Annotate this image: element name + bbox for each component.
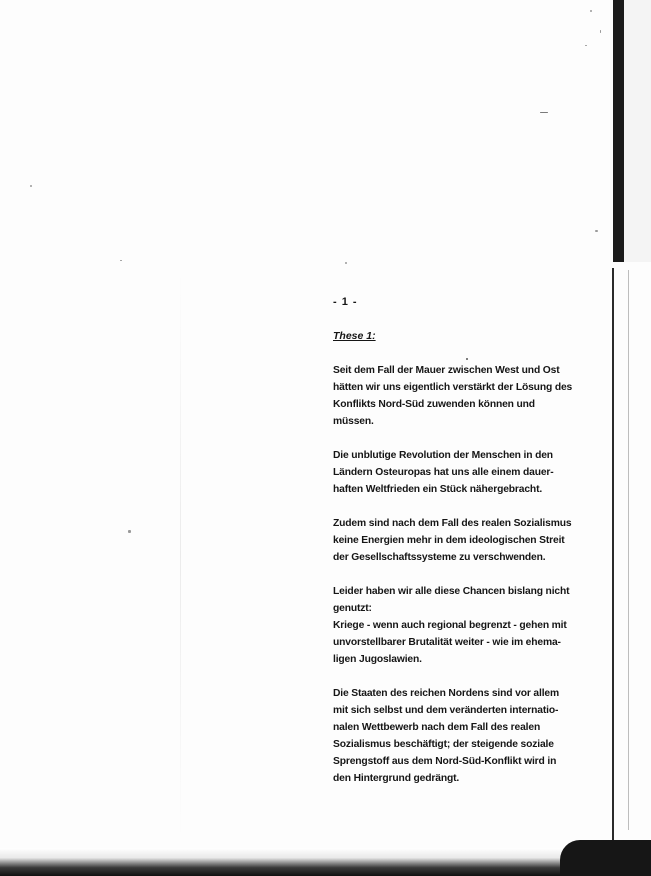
page-fold-shadow <box>180 270 181 840</box>
scan-speck <box>466 358 468 360</box>
text-line: Leider haben wir alle diese Chancen bislang nicht <box>333 586 570 597</box>
paragraph-4 <box>333 583 613 668</box>
paragraph-5 <box>333 685 613 787</box>
scan-edge-line-faint <box>628 270 629 830</box>
text-line: Konflikts Nord-Süd zuwenden können und <box>333 399 535 410</box>
text-line: keine Energien mehr in dem ideologischen Streit <box>333 535 565 546</box>
text-line: nalen Wettbewerb nach dem Fall des realen <box>333 722 541 733</box>
text-line: mit sich selbst und dem veränderten internatio- <box>333 705 559 716</box>
scan-speck <box>595 230 598 232</box>
paragraph-1 <box>333 362 613 430</box>
scan-speck <box>30 185 32 187</box>
text-line: Die Staaten des reichen Nordens sind vor allem <box>333 688 560 699</box>
text-line: Sozialismus beschäftigt; der steigende soziale <box>333 739 554 750</box>
text-line: unvorstellbarer Brutalität weiter - wie im ehema- <box>333 637 561 648</box>
text-line: hätten wir uns eigentlich verstärkt der Lösung des <box>333 382 573 393</box>
text-line: Sprengstoff aus dem Nord-Süd-Konflikt wird in <box>333 756 557 767</box>
page-number: - 1 - <box>333 296 358 308</box>
text-line: haften Weltfrieden ein Stück nähergebracht. <box>333 484 543 495</box>
scan-edge-bottom <box>0 848 651 876</box>
scan-edge-shadow-top <box>613 0 624 262</box>
text-line: Ländern Osteuropas hat uns alle einem dauer- <box>333 467 554 478</box>
text-line: genutzt: <box>333 603 372 614</box>
scan-speck <box>120 260 122 261</box>
text-line: Zudem sind nach dem Fall des realen Sozialismus <box>333 518 572 529</box>
scan-speck <box>590 10 592 12</box>
thesis-heading: These 1: <box>333 330 376 342</box>
text-line: Kriege - wenn auch regional begrenzt - gehen mit <box>333 620 567 631</box>
paragraph-3 <box>333 515 613 566</box>
text-line: müssen. <box>333 416 374 427</box>
text-line: ligen Jugoslawien. <box>333 654 422 665</box>
text-line: den Hintergrund gedrängt. <box>333 773 460 784</box>
scan-speck <box>128 530 131 533</box>
text-line: Die unblutige Revolution der Menschen in den <box>333 450 553 461</box>
scan-speck <box>540 112 548 113</box>
scan-edge-margin <box>624 0 651 262</box>
scan-speck <box>345 262 347 264</box>
paragraph-2 <box>333 447 613 498</box>
scan-speck <box>600 30 601 33</box>
scan-speck <box>585 45 587 46</box>
scan-corner-shadow <box>560 840 651 876</box>
text-line: Seit dem Fall der Mauer zwischen West und Ost <box>333 365 560 376</box>
text-line: der Gesellschaftssysteme zu verschwenden. <box>333 552 546 563</box>
